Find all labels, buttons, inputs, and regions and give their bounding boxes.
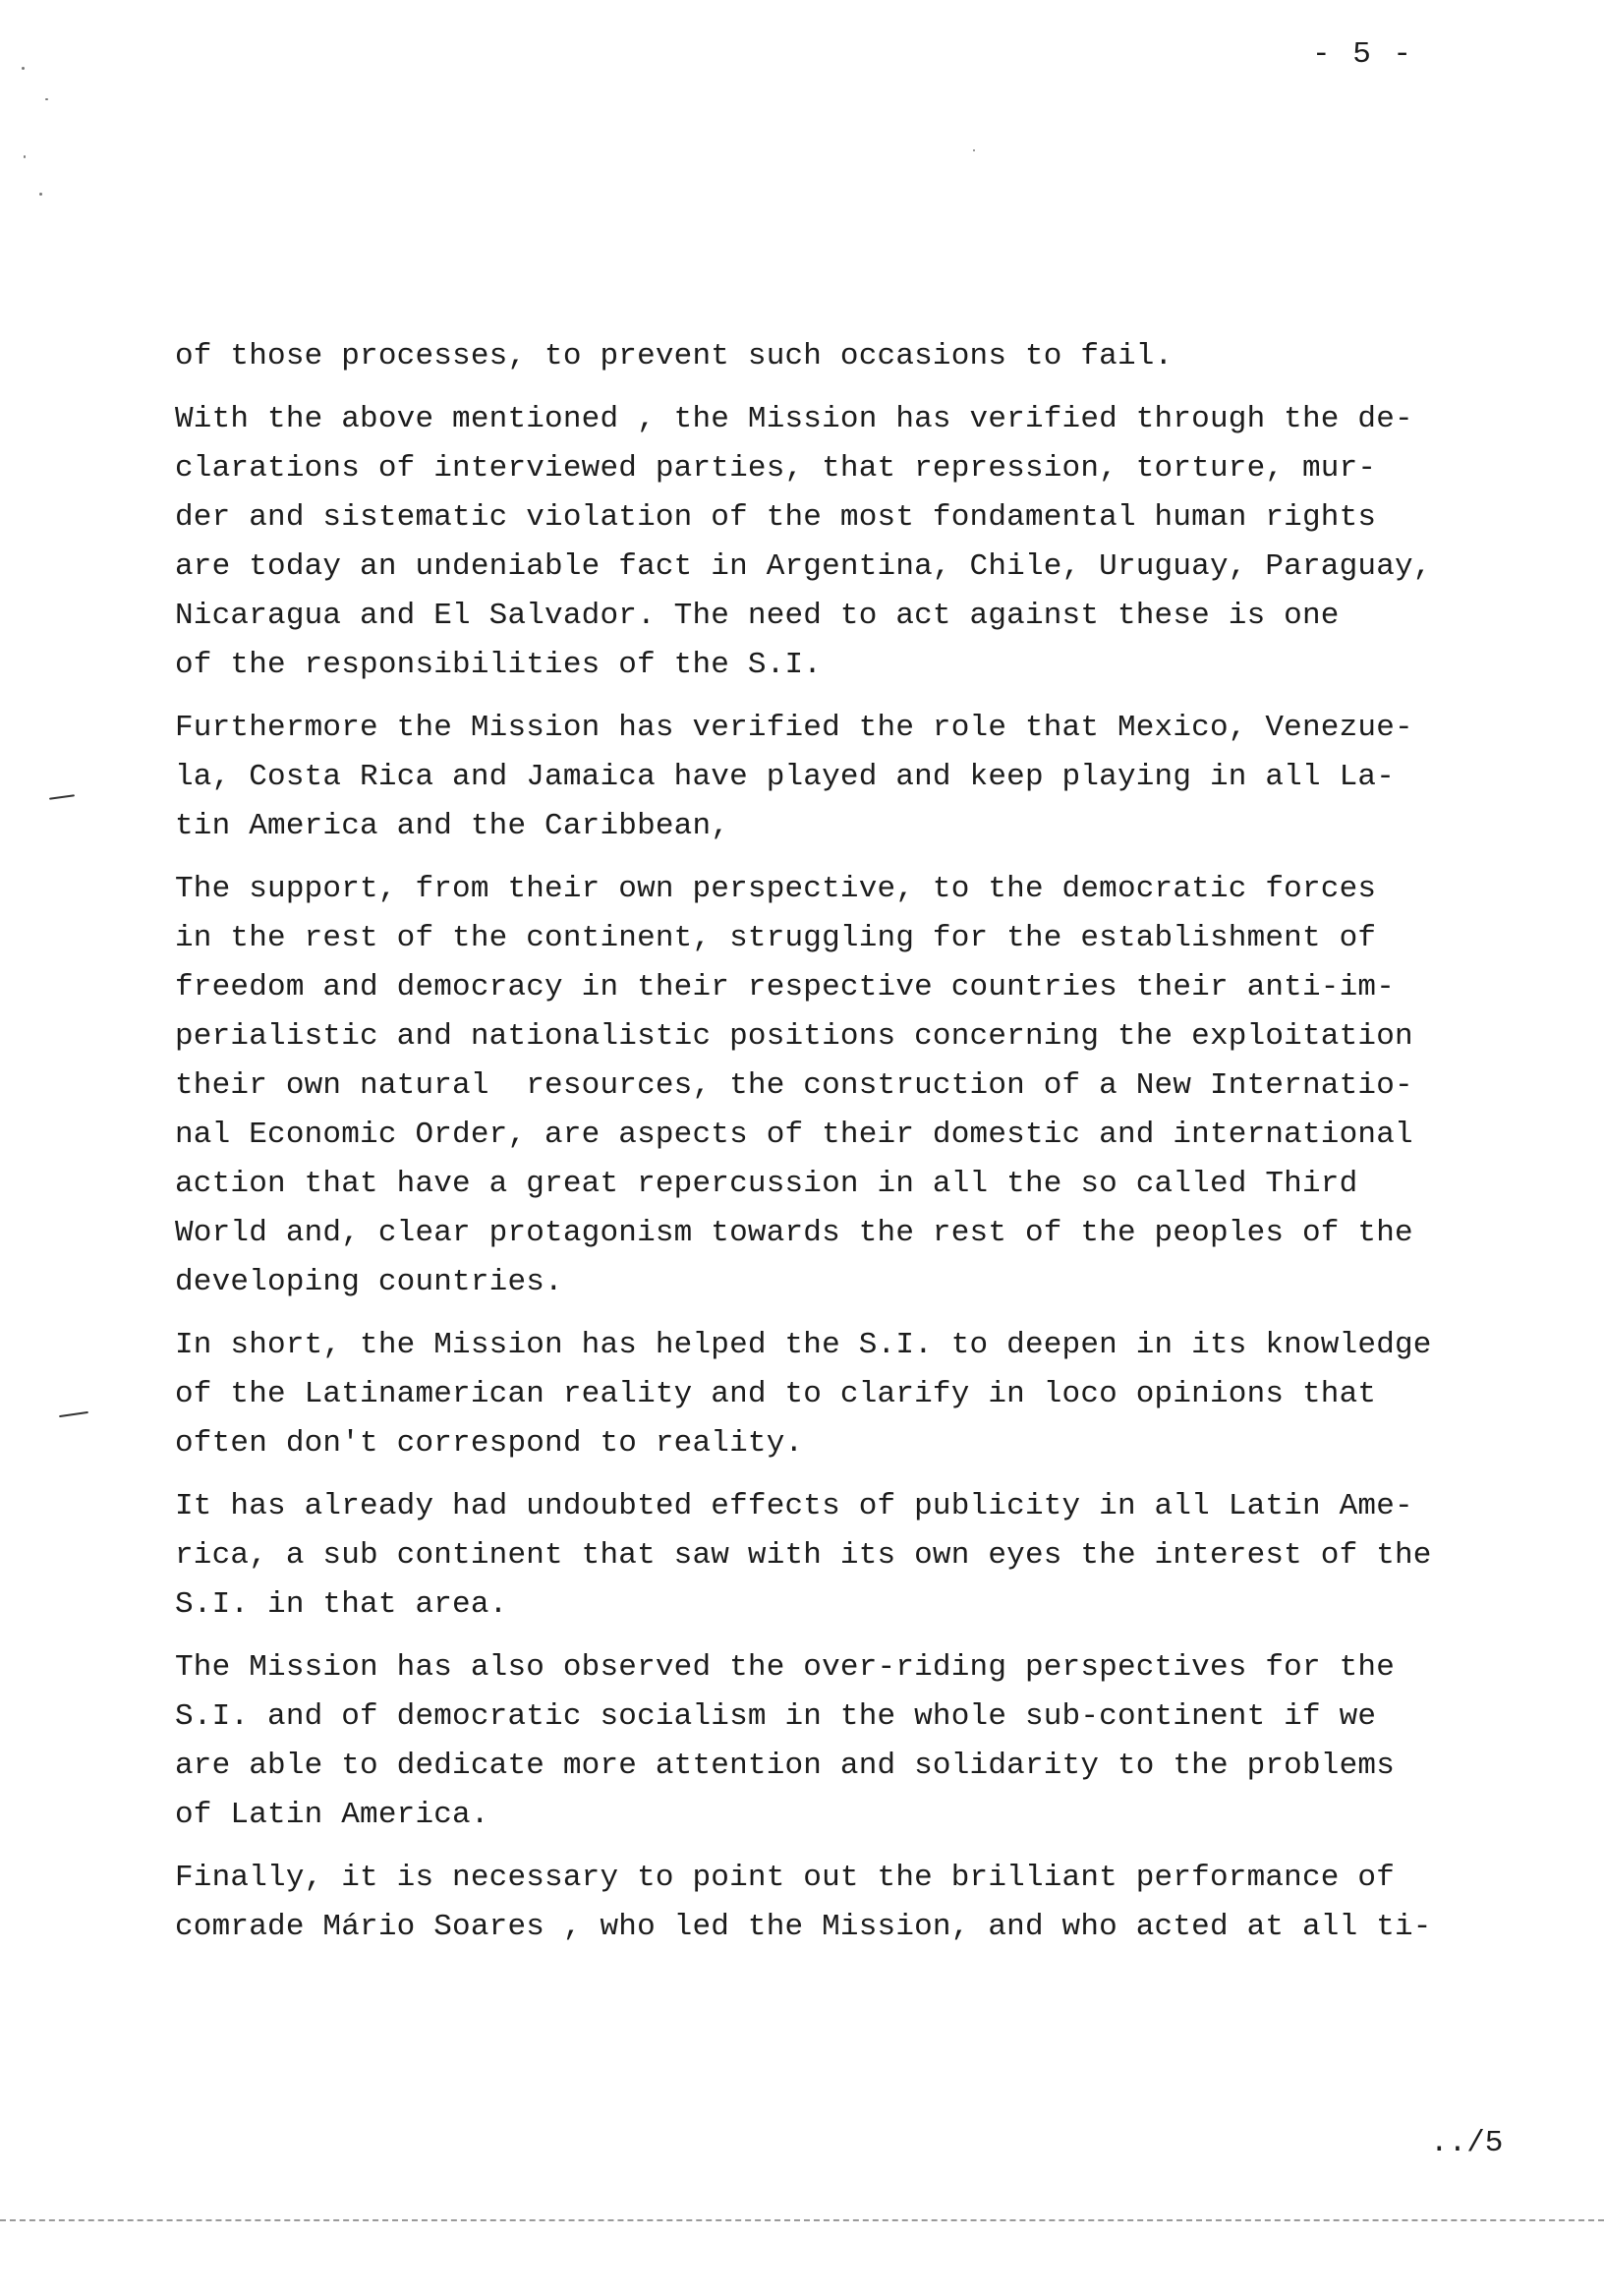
text-line: World and, clear protagonism towards the rest of the peoples of the xyxy=(175,1216,1413,1250)
paragraph xyxy=(175,1854,1531,1952)
text-line: in the rest of the continent, struggling for the establishment of xyxy=(175,921,1377,955)
body-text xyxy=(175,332,1531,1966)
text-line: In short, the Mission has helped the S.I. to deepen in its knowledge xyxy=(175,1328,1432,1362)
text-line: S.I. and of democratic socialism in the whole sub-continent if we xyxy=(175,1699,1377,1734)
text-line: S.I. in that area. xyxy=(175,1587,508,1622)
text-line: The support, from their own perspective, to the democratic forces xyxy=(175,872,1377,906)
text-line: their own natural resources, the construction of a New Internatio- xyxy=(175,1068,1413,1103)
text-line: nal Economic Order, are aspects of their domestic and international xyxy=(175,1118,1413,1152)
text-line: Nicaragua and El Salvador. The need to act against these is one xyxy=(175,599,1340,633)
text-line: are able to dedicate more attention and solidarity to the problems xyxy=(175,1749,1395,1783)
margin-mark xyxy=(59,1411,88,1417)
paragraph xyxy=(175,1482,1531,1630)
paragraph xyxy=(175,704,1531,851)
text-line: comrade Mário Soares , who led the Mission, and who acted at all ti- xyxy=(175,1910,1432,1944)
text-line: of those processes, to prevent such occasions to fail. xyxy=(175,339,1174,373)
page-number: - 5 - xyxy=(1312,37,1414,72)
text-line: of the Latinamerican reality and to clarify in loco opinions that xyxy=(175,1377,1377,1411)
margin-mark xyxy=(49,794,75,800)
page-bottom-rule xyxy=(0,2219,1604,2221)
text-line: action that have a great repercussion in all the so called Third xyxy=(175,1167,1358,1201)
text-line: la, Costa Rica and Jamaica have played and keep playing in all La- xyxy=(175,760,1395,794)
text-line: are today an undeniable fact in Argentina, Chile, Uruguay, Paraguay, xyxy=(175,549,1432,584)
scan-speck xyxy=(24,155,26,158)
text-line: The Mission has also observed the over-riding perspectives for the xyxy=(175,1650,1395,1685)
text-line: of Latin America. xyxy=(175,1798,489,1832)
text-line: rica, a sub continent that saw with its own eyes the interest of the xyxy=(175,1538,1432,1573)
paragraph xyxy=(175,865,1531,1307)
text-line: It has already had undoubted effects of publicity in all Latin Ame- xyxy=(175,1489,1413,1523)
paragraph xyxy=(175,1321,1531,1468)
text-line: Finally, it is necessary to point out the brilliant performance of xyxy=(175,1861,1395,1895)
scan-speck xyxy=(973,149,975,151)
text-line: tin America and the Caribbean, xyxy=(175,809,730,843)
text-line: perialistic and nationalistic positions concerning the exploitation xyxy=(175,1019,1413,1054)
paragraph xyxy=(175,332,1531,381)
paragraph xyxy=(175,395,1531,690)
text-line: Furthermore the Mission has verified the role that Mexico, Venezue- xyxy=(175,711,1413,745)
text-line: der and sistematic violation of the most fondamental human rights xyxy=(175,500,1377,535)
paragraph xyxy=(175,1643,1531,1840)
text-line: developing countries. xyxy=(175,1265,563,1299)
text-line: freedom and democracy in their respective countries their anti-im- xyxy=(175,970,1395,1004)
scan-speck xyxy=(22,67,25,70)
text-line: clarations of interviewed parties, that repression, torture, mur- xyxy=(175,451,1377,486)
scan-speck xyxy=(39,193,42,196)
text-line: of the responsibilities of the S.I. xyxy=(175,648,823,682)
continuation-marker: ../5 xyxy=(1430,2126,1504,2160)
text-line: With the above mentioned , the Mission has verified through the de- xyxy=(175,402,1413,436)
text-line: often don't correspond to reality. xyxy=(175,1426,804,1461)
scan-speck xyxy=(45,98,48,100)
